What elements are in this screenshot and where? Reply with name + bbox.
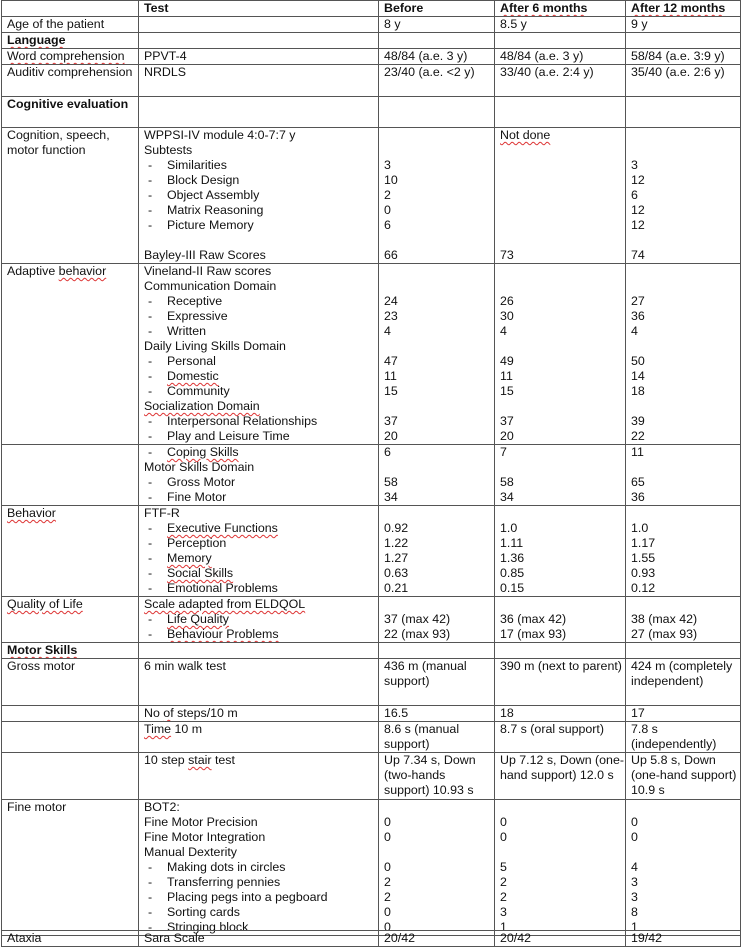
cell-line: 12 [631,173,645,187]
spacer [500,506,625,521]
cell-line: 36 [631,490,645,504]
results-table-part-3 [1,930,741,947]
cell-after12: 7.8 s (independently) [626,722,741,753]
spacer [631,279,740,294]
spacer [631,460,740,475]
row-label: Auditiv comprehension [2,65,139,97]
cell-line: 3 [500,905,507,919]
cell-line: 17 (max 93) [500,627,567,641]
cell-line: 58 [500,475,514,489]
spacer [384,339,494,354]
spacer [500,339,625,354]
cell-line: 30 [500,309,514,323]
list-item: - Sorting cards [144,905,378,920]
cell-line: 0 [500,815,507,829]
cell-line: 0 [384,830,391,844]
cell-after6 [495,800,626,936]
cell-line: 0.93 [631,566,656,580]
cell-line: 6 [631,188,638,202]
cell-after12 [626,597,741,643]
spacer [500,158,625,173]
table-row-age [2,17,741,33]
cell-after6: 8.7 s (oral support) [495,722,626,753]
test-name: No of steps/10 m [139,706,379,722]
cell-after12: 9 y [626,17,741,33]
cell-before [379,597,495,643]
cell-line: Fine Motor Precision [144,815,258,829]
cell-line: 38 (max 42) [631,612,698,626]
cell-line: 3 [384,158,391,172]
cell-line: 18 [631,384,645,398]
list-item: - Personal [144,354,378,369]
cell-line: Daily Living Skills Domain [144,339,286,353]
spacer [500,143,625,158]
row-label: Cognition, speech, motor function [2,128,139,264]
cell-after12: 58/84 (a.e. 3:9 y) [626,49,741,65]
cell-after12: 19/42 [626,931,741,947]
cell-line: 5 [500,860,507,874]
table-row-walk [2,659,741,706]
cell-before: 20/42 [379,931,495,947]
cell-line: 4 [500,324,507,338]
cell-line: 0 [500,830,507,844]
cell-line: 34 [384,490,398,504]
cell-before: 436 m (manual support) [379,659,495,706]
cell-after12 [626,128,741,264]
section-row-cognitive [2,97,741,128]
cell-line: Bayley-III Raw Scores [144,248,266,262]
cell-line: 1.17 [631,536,656,550]
list-item: - Stringing block [144,920,378,935]
cell-after12: 17 [626,706,741,722]
cell-line: 11 [384,369,397,383]
cell-line: 47 [384,354,398,368]
cell-line: Communication Domain [144,279,277,293]
spacer [631,233,740,248]
table-row-ataxia [2,931,741,947]
table-row-word [2,49,741,65]
row-label: Ataxia [2,931,139,947]
cell-after12 [626,506,741,597]
cell-line: 1.22 [384,536,409,550]
spacer [384,800,494,815]
test-list [139,800,379,936]
cell-line: 1.55 [631,551,656,565]
cell-line: 73 [500,248,514,262]
test-name: NRDLS [139,65,379,97]
spacer [384,264,494,279]
cell-line: 0 [384,815,391,829]
cell-line: 3 [631,890,638,904]
test-name: Sara Scale [139,931,379,947]
cell-after6 [495,128,626,264]
cell-line: 50 [631,354,645,368]
list-item: - Receptive [144,294,378,309]
cell-before [379,800,495,936]
spacer [500,279,625,294]
spacer [500,233,625,248]
spacer [384,399,494,414]
cell-line: 0.15 [500,581,525,595]
section-row-motor [2,643,741,659]
cell-line: 15 [500,384,514,398]
cell-line: Manual Dexterity [144,845,237,859]
list-item: - Picture Memory [144,218,378,233]
test-name: 6 min walk test [139,659,379,706]
list-item: - Expressive [144,309,378,324]
test-name: PPVT-4 [139,49,379,65]
test-list [139,264,379,445]
list-item: - Coping Skills [144,445,378,460]
cell-after6: 20/42 [495,931,626,947]
cell-line: 2 [384,890,391,904]
cell-line: 4 [384,324,391,338]
table-row-cognition [2,128,741,264]
cell-line: BOT2: [144,800,180,814]
section-row-language [2,33,741,49]
cell-after12: Up 5.8 s, Down (one-hand support) 10.9 s [626,753,741,800]
spacer [500,845,625,860]
cell-line: 0.63 [384,566,409,580]
cell-line: 0.21 [384,581,409,595]
spacer [500,399,625,414]
spacer [384,597,494,612]
spacer [500,203,625,218]
cell-line: 20 [384,429,398,443]
cell-line: Socialization Domain [144,399,260,413]
cell-line: 1 [500,920,507,934]
cell-line: 27 [631,294,645,308]
spacer [500,173,625,188]
header-after-12: After 12 months [626,1,741,17]
results-table-part-1 [1,0,741,445]
test-list [139,128,379,264]
cell-before: 8.6 s (manual support) [379,722,495,753]
cell-after6: 48/84 (a.e. 3 y) [495,49,626,65]
list-item: - Object Assembly [144,188,378,203]
spacer [144,233,378,248]
cell-after12: 35/40 (a.e. 2:6 y) [626,65,741,97]
cell-line: 14 [631,369,645,383]
cell-line: Scale adapted from ELDQOL [144,597,306,611]
table-row-steps [2,706,741,722]
cell-after6: Up 7.12 s, Down (one-hand support) 12.0 s [495,753,626,800]
list-item: - Executive Functions [144,521,378,536]
cell-line: 0.12 [631,581,656,595]
spacer [384,460,494,475]
header-empty [2,1,139,17]
cell-line: 12 [631,218,645,232]
list-item: - Placing pegs into a pegboard [144,890,378,905]
cell-line: 58 [384,475,398,489]
spacer [631,339,740,354]
spacer [631,264,740,279]
row-label: Fine motor [2,800,139,936]
cell-line: 1.0 [631,521,649,535]
cell-line: Fine Motor Integration [144,830,266,844]
spacer [631,399,740,414]
spacer [384,845,494,860]
cell-before [379,506,495,597]
cell-line: 26 [500,294,514,308]
cell-line: 2 [500,890,507,904]
cell-line: 11 [631,445,644,459]
cell-line: 0 [384,860,391,874]
cell-line: Vineland-II Raw scores [144,264,272,278]
section-title: Cognitive evaluation [2,97,139,128]
cell-before [379,128,495,264]
row-label: Adaptive behavior [2,264,139,445]
cell-line: 0.92 [384,521,409,535]
table-row-stair [2,753,741,800]
cell-line: Subtests [144,143,193,157]
cell-line: 22 (max 93) [384,627,451,641]
cell-line: 2 [384,188,391,202]
cell-after6: 8.5 y [495,17,626,33]
spacer [384,128,494,143]
cell-line: 4 [631,324,638,338]
spacer [631,845,740,860]
cell-line: WPPSI-IV module 4:0-7:7 y [144,128,296,142]
table-row-fine [2,800,741,936]
cell-line: 6 [384,445,391,459]
cell-after12 [626,445,741,506]
cell-after6: 390 m (next to parent) [495,659,626,706]
cell-before: 48/84 (a.e. 3 y) [379,49,495,65]
cell-after12: 424 m (completely independent) [626,659,741,706]
cell-after6 [495,264,626,445]
section-title: Language [2,33,139,49]
spacer [500,264,625,279]
cell-line: 11 [500,369,513,383]
cell-before [379,445,495,506]
cell-line: 10 [384,173,398,187]
cell-line: 3 [631,875,638,889]
spacer [631,506,740,521]
table-row-time [2,722,741,753]
cell-line: 8 [631,905,638,919]
cell-line: 34 [500,490,514,504]
cell-line: 3 [631,158,638,172]
cell-line: 65 [631,475,645,489]
header-before: Before [379,1,495,17]
cell-line: 27 (max 93) [631,627,698,641]
list-item: - Emotional Problems [144,581,378,596]
test-name: Time 10 m [139,722,379,753]
cell-after6 [495,597,626,643]
list-item: - Social Skills [144,566,378,581]
cell-line: 1.0 [500,521,518,535]
cell-line: 2 [384,875,391,889]
cell-before [379,264,495,445]
table-row-adaptive-cont [2,445,741,506]
header-row [2,1,741,17]
cell-before: 23/40 (a.e. <2 y) [379,65,495,97]
cell-line: 37 [500,414,514,428]
spacer [384,143,494,158]
results-table-part-2 [1,444,741,936]
cell-line: 0 [384,905,391,919]
cell-line: 1.11 [500,536,524,550]
cell-line: 0 [631,830,638,844]
cell-line: 36 (max 42) [500,612,567,626]
table-row-adaptive [2,264,741,445]
row-label: Quality of Life [2,597,139,643]
row-label: Word comprehension [2,49,139,65]
header-test: Test [139,1,379,17]
list-item: - Interpersonal Relationships [144,414,378,429]
list-item: - Written [144,324,378,339]
cell-line: 4 [631,860,638,874]
cell-line: 0 [384,203,391,217]
list-item: - Block Design [144,173,378,188]
cell-line: 49 [500,354,514,368]
cell-line: 24 [384,294,398,308]
test-list [139,597,379,643]
cell-line: 37 [384,414,398,428]
list-item: - Domestic [144,369,378,384]
cell-line: 39 [631,414,645,428]
spacer [500,188,625,203]
list-item: - Play and Leisure Time [144,429,378,444]
cell-after12 [626,800,741,936]
list-item: - Community [144,384,378,399]
cell-line: 1 [631,920,638,934]
cell-line: 2 [500,875,507,889]
spacer [384,233,494,248]
cell-before: Up 7.34 s, Down (two-hands support) 10.93 s [379,753,495,800]
section-title: Motor Skills [2,643,139,659]
row-label: Age of the patient [2,17,139,33]
cell-line: 22 [631,429,645,443]
header-after-6: After 6 months [495,1,626,17]
cell-line: 0.85 [500,566,525,580]
cell-line: 20 [500,429,514,443]
list-item: - Fine Motor [144,490,378,505]
list-item: - Behaviour Problems [144,627,378,642]
cell-line: 0 [631,815,638,829]
list-item: - Perception [144,536,378,551]
spacer [500,460,625,475]
row-label: Behavior [2,506,139,597]
list-item: - Life Quality [144,612,378,627]
cell-line: Motor Skills Domain [144,460,255,474]
cell-after6 [495,506,626,597]
spacer [500,800,625,815]
test-name: 10 step stair test [139,753,379,800]
cell-line: 15 [384,384,398,398]
cell-line: 66 [384,248,398,262]
list-item: - Similarities [144,158,378,173]
spacer [384,279,494,294]
spacer [631,597,740,612]
cell-line: 1.27 [384,551,409,565]
cell-after6: 18 [495,706,626,722]
test-list [139,445,379,506]
list-item: - Transferring pennies [144,875,378,890]
cell-line: 7 [500,445,507,459]
cell-line: 0 [384,920,391,934]
list-item: - Making dots in circles [144,860,378,875]
test-list [139,506,379,597]
table-row-qol [2,597,741,643]
cell-line: 74 [631,248,645,262]
cell-before: 16.5 [379,706,495,722]
spacer [631,143,740,158]
cell-after6 [495,445,626,506]
spacer [631,128,740,143]
cell-after6: 33/40 (a.e. 2:4 y) [495,65,626,97]
table-row-behavior [2,506,741,597]
cell-line: FTF-R [144,506,180,520]
row-label: Gross motor [2,659,139,706]
cell-after12 [626,264,741,445]
list-item: - Gross Motor [144,475,378,490]
cell-line: 12 [631,203,645,217]
cell-line: 36 [631,309,645,323]
cell-line: Not done [500,128,551,142]
list-item: - Memory [144,551,378,566]
cell-line: 1.36 [500,551,525,565]
cell-before: 8 y [379,17,495,33]
table-row-auditiv [2,65,741,97]
spacer [384,506,494,521]
spacer [500,218,625,233]
cell-line: 37 (max 42) [384,612,451,626]
cell-line: 23 [384,309,398,323]
list-item: - Matrix Reasoning [144,203,378,218]
cell-line: 6 [384,218,391,232]
spacer [631,800,740,815]
spacer [500,597,625,612]
